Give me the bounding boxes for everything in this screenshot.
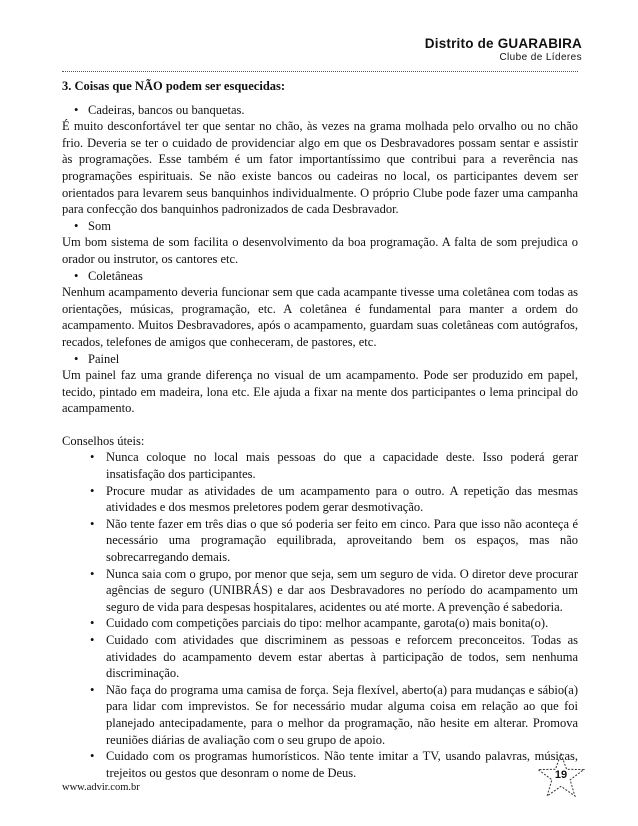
list-item: • Procure mudar as atividades de um acampamento para o outro. A repetição das mesmas atividades e dos mesmos preletores podem gerar desmotivação. [62, 483, 578, 516]
page-header [425, 36, 582, 63]
item-paragraph: Nenhum acampamento deveria funcionar sem que cada acampante tivesse uma coletânea com todas as orientações, músicas, programação, etc. A coletânea é fundamental para manter a ordem do acampamento. Muitos Desbravadores, após o acampamento, guardam suas coletâneas com autógrafos, recados, telefones de amigos que conheceram, de pastores, etc. [62, 285, 578, 349]
item-heading: • Cadeiras, bancos ou banquetas. [62, 102, 578, 119]
district-title: Distrito de GUARABIRA [424, 36, 582, 51]
item-sound [62, 218, 578, 268]
list-item: • Cuidado com competições parciais do tipo: melhor acampante, garota(o) mais bonita(o). [62, 615, 578, 632]
header-divider [62, 71, 578, 72]
item-heading: • Coletâneas [62, 268, 578, 285]
item-heading: • Som [62, 218, 578, 235]
item-chairs [62, 102, 578, 218]
page-number: 19 [554, 769, 568, 781]
item-heading: • Painel [62, 351, 578, 368]
tips-title: Conselhos úteis: [62, 433, 145, 448]
item-paragraph: Um bom sistema de som facilita o desenvolvimento da boa programação. A falta de som prejudica o orador ou instrutor, os cantores etc. [62, 235, 578, 266]
list-item: • Cuidado com os programas humorísticos. Não tente imitar a TV, usando palavras, músicas, trejeitos ou gestos que desonram o nome de Deus. [62, 748, 578, 781]
list-item: • Não tente fazer em três dias o que só poderia ser feito em cinco. Para que isso não aconteça é necessário uma programação equilibrada, aproveitando bem os espaços, mas não sobrecarregando demais. [62, 516, 578, 566]
document-body [62, 78, 578, 781]
list-item: • Cuidado com atividades que discriminem as pessoas e reforcem preconceitos. Todas as atividades do acampamento devem estar abertas à participação de todos, sem nenhuma discriminação. [62, 632, 578, 682]
page-number-badge [536, 752, 586, 802]
list-item: • Nunca saia com o grupo, por menor que seja, sem um seguro de vida. O diretor deve procurar agências de seguro (UNIBRÁS) e dar aos Desbravadores no período do acampamento um seguro de vida para despesas hospitalares, acidentes ou até morte. A prevenção é sabedoria. [62, 566, 578, 616]
tips-list [62, 449, 578, 781]
section-title: 3. Coisas que NÃO podem ser esquecidas: [62, 79, 286, 93]
list-item: • Não faça do programa uma camisa de força. Seja flexível, aberto(a) para mudanças e sábio(a) para lidar com imprevistos. Se for necessário mudar alguma coisa em relação ao que foi planejado antecipadamente, para o melhor da programação, não hesite em alterar. Promova reuniões diárias de avaliação com o seu grupo de apoio. [62, 682, 578, 748]
item-paragraph: Um painel faz uma grande diferença no visual de um acampamento. Pode ser produzido em papel, tecido, pintado em madeira, lona etc. Ele ajuda a fixar na mente dos participantes o lema principal do acampamento. [62, 368, 578, 416]
club-subtitle: Clube de Líderes [499, 52, 582, 63]
item-paragraph: É muito desconfortável ter que sentar no chão, às vezes na grama molhada pelo orvalho ou no chão frio. Deveria se ter o cuidado de providenciar algo em que os Desbravadores possam sentar e assistir às programações. Esse também é um fator importantíssimo que contribui para a reverência nas programações espirituais. Se não existe bancos ou cadeiras no local, os participantes devem ser orientados para levarem seus banquinhos individualmente. O próprio Clube pode fazer uma campanha para confecção dos banquinhos padronizados de cada Desbravador. [62, 119, 578, 217]
list-item: • Nunca coloque no local mais pessoas do que a capacidade deste. Isso poderá gerar insatisfação dos participantes. [62, 449, 578, 482]
footer-url: www.advir.com.br [62, 782, 140, 793]
item-songbooks [62, 268, 578, 351]
item-panel [62, 351, 578, 417]
